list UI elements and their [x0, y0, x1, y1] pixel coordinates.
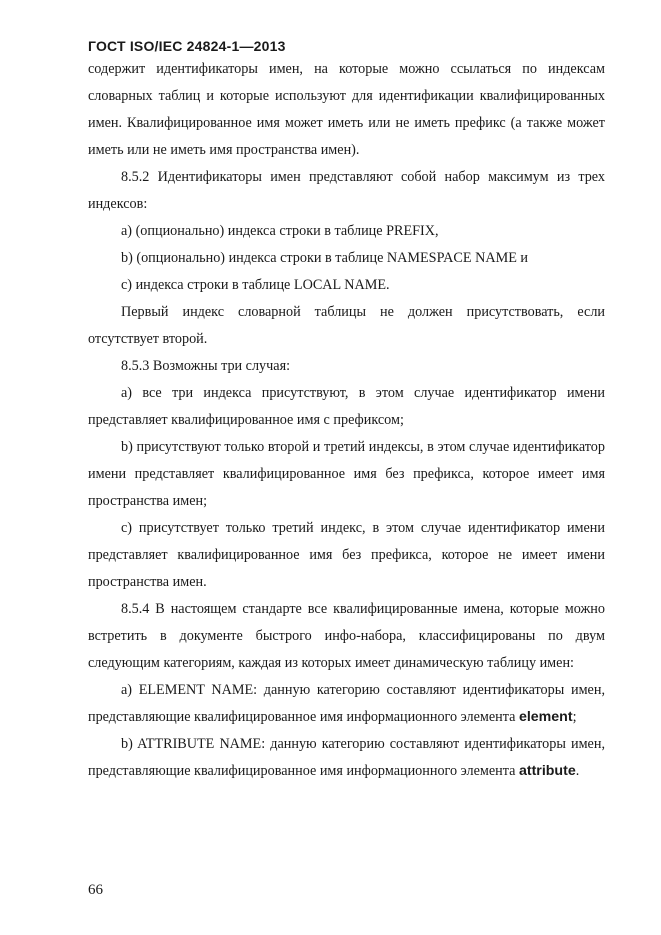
list-item-punctuation: .	[575, 763, 580, 779]
document-body	[88, 56, 605, 785]
list-item: a) (опционально) индекса строки в таблице PREFIX,	[121, 223, 439, 239]
list-item	[88, 731, 605, 785]
list-item-punctuation: ;	[572, 709, 577, 725]
paragraph: Первый индекс словарной таблицы не должен присутствовать, если отсутствует второй.	[88, 304, 605, 347]
paragraph: 8.5.3 Возможны три случая:	[121, 358, 291, 374]
document-page	[88, 36, 605, 785]
paragraph: содержит идентификаторы имен, на которые можно ссылаться по индексам словарных таблиц и которые используют для идентификации квалифицированных имен. Квалифицированное имя может иметь или не иметь префикс (а также может иметь или не иметь имя пространства имен).	[88, 61, 605, 158]
list-item: b) (опционально) индекса строки в таблице NAMESPACE NAME и	[121, 250, 528, 266]
page-number: 66	[88, 882, 103, 898]
paragraph: 8.5.4 В настоящем стандарте все квалифицированные имена, которые можно встретить в документе быстрого инфо-набора, классифицированы по двум следующим категориям, каждая из которых имеет динамическую таблицу имен:	[88, 601, 605, 671]
list-item-text: a) ELEMENT NAME: данную категорию составляют идентификаторы имен, представляющие квалифицированное имя информационного элемента	[88, 682, 605, 725]
list-item: a) все три индекса присутствуют, в этом случае идентификатор имени представляет квалифицированное имя с префиксом;	[88, 385, 605, 428]
term-element: element	[518, 709, 573, 725]
list-item: b) присутствуют только второй и третий индексы, в этом случае идентификатор имени представляет квалифицированное имя без префикса, которое имеет имя пространства имен;	[88, 439, 605, 509]
paragraph: 8.5.2 Идентификаторы имен представляют собой набор максимум из трех индексов:	[88, 169, 605, 212]
list-item-text: b) ATTRIBUTE NAME: данную категорию составляют идентификаторы имен, представляющие квалифицированное имя информационного элемента	[88, 736, 605, 779]
list-item: c) присутствует только третий индекс, в этом случае идентификатор имени представляет квалифицированное имя без префикса, которое не имеет имени пространства имен.	[88, 520, 605, 590]
term-attribute: attribute	[518, 763, 576, 779]
list-item: c) индекса строки в таблице LOCAL NAME.	[121, 277, 390, 293]
list-item	[88, 677, 605, 731]
standard-header: ГОСТ ISO/IEC 24824-1—2013	[88, 38, 286, 54]
